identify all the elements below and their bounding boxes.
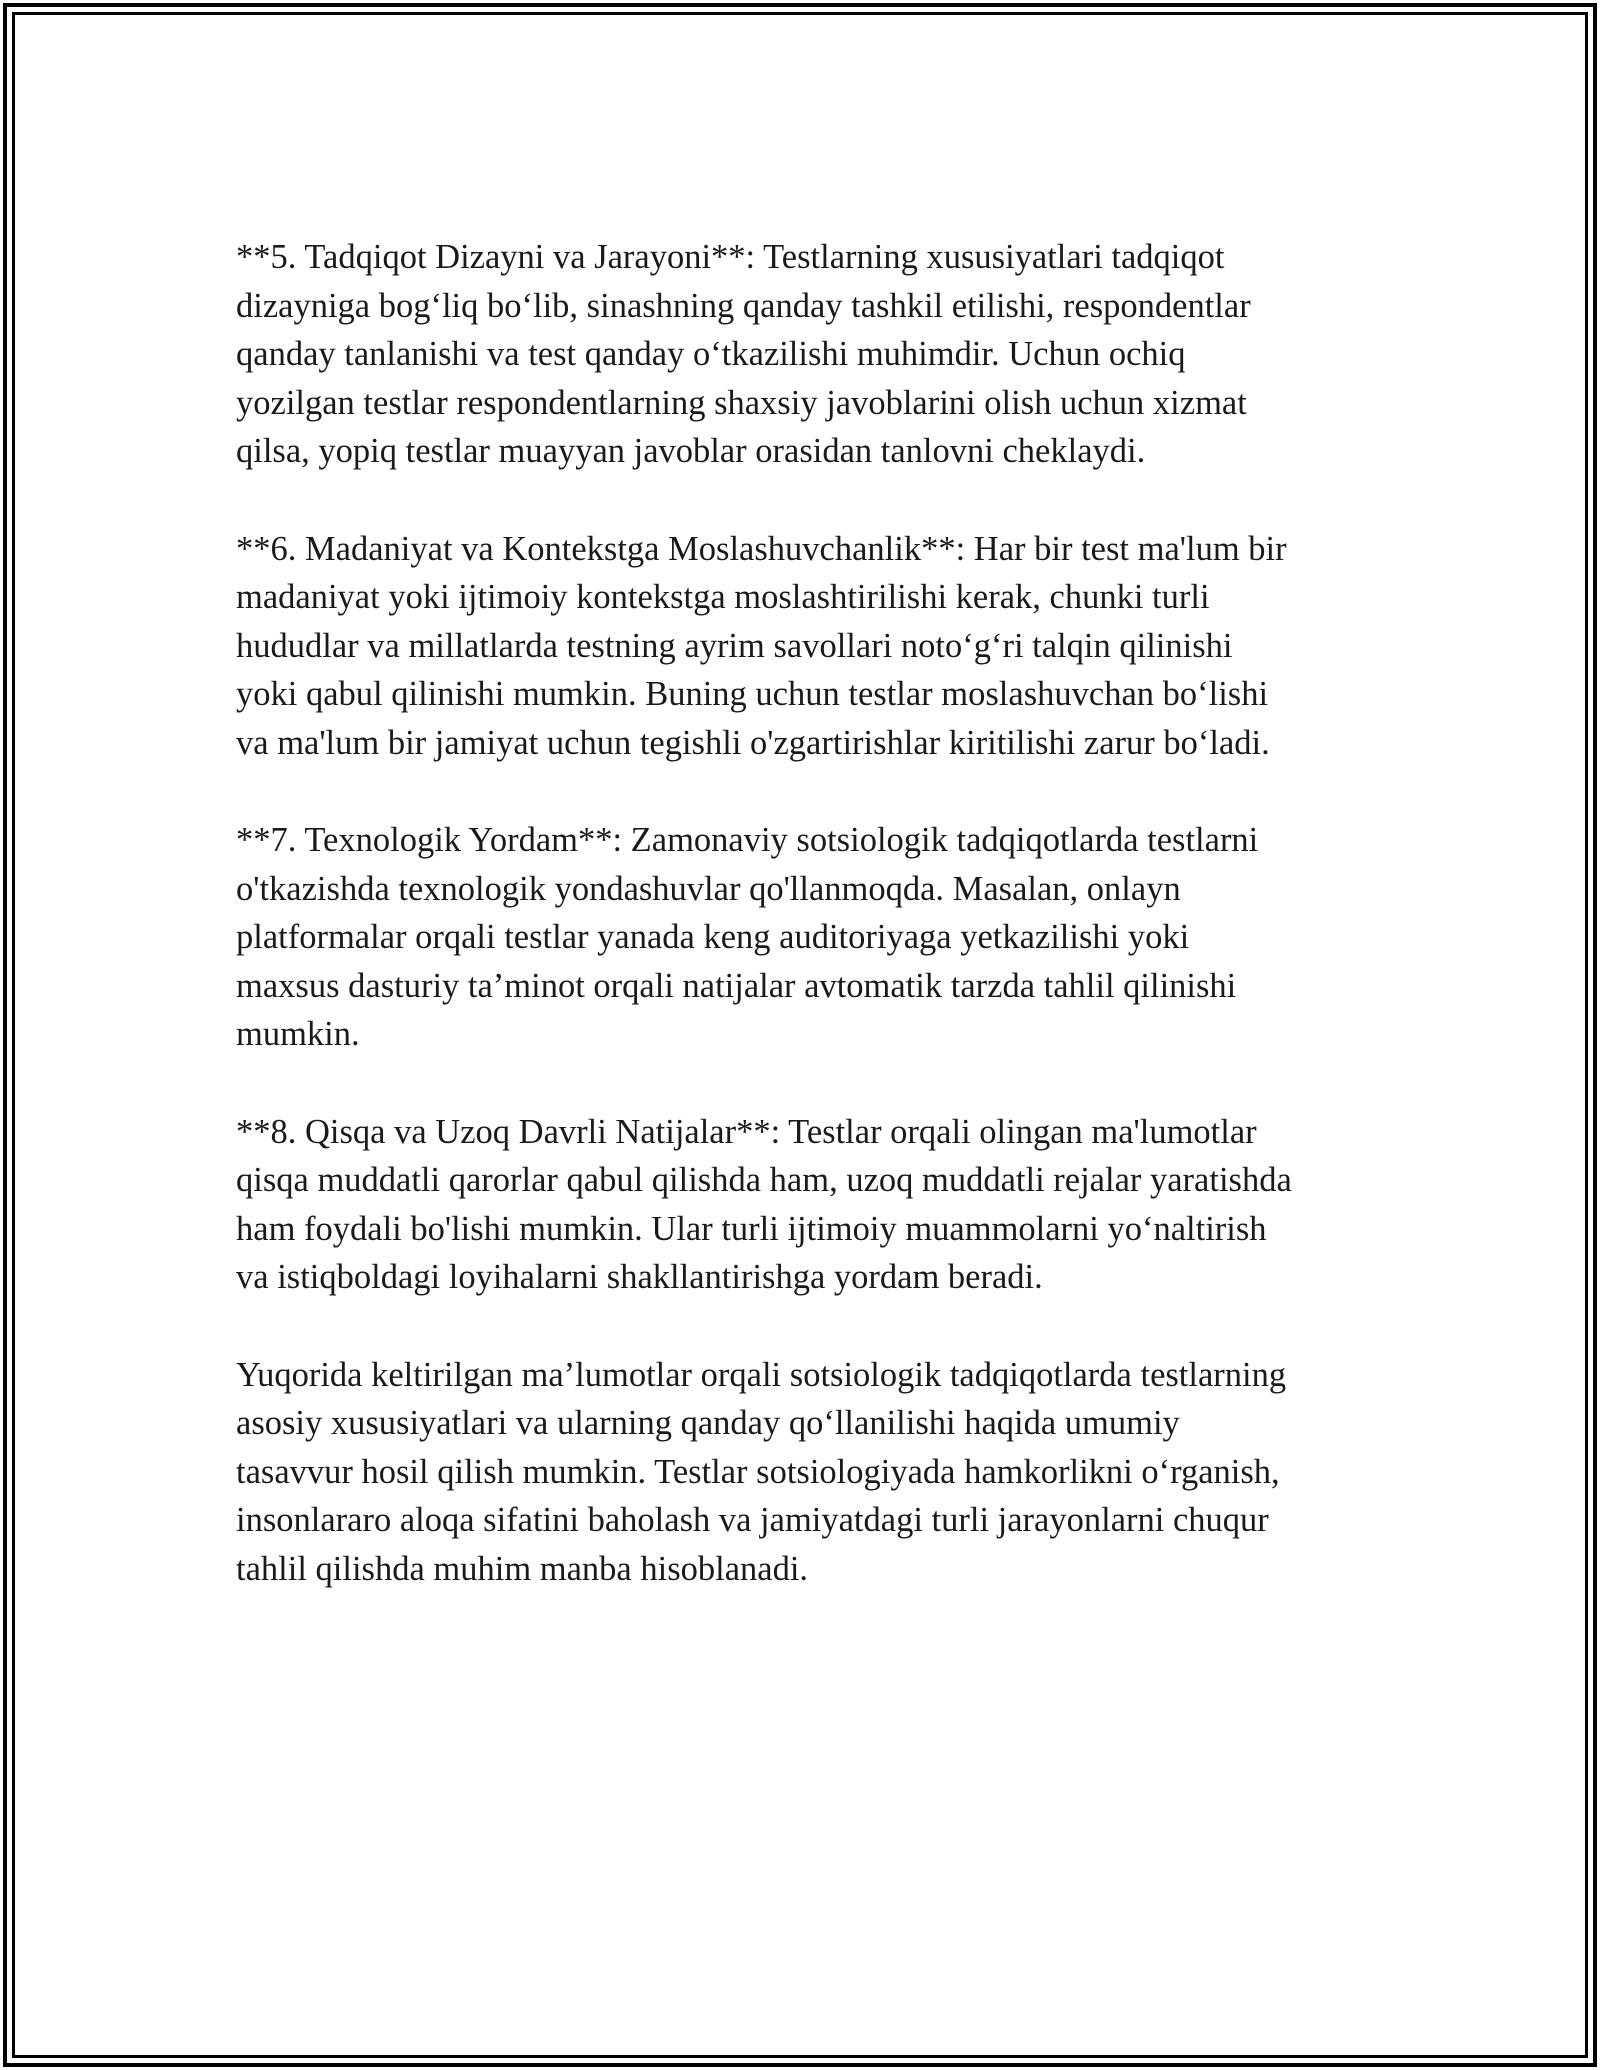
text-line: ham foydali bo'lishi mumkin. Ular turli ijtimoiy muammolarni yo‘naltirish bbox=[236, 1209, 1267, 1248]
text-line: insonlararo aloqa sifatini baholash va jamiyatdagi turli jarayonlarni chuqur bbox=[236, 1501, 1269, 1539]
text-line: va ma'lum bir jamiyat uchun tegishli o'zgartirishlar kiritilishi zarur bo‘ladi. bbox=[236, 723, 1270, 762]
text-line: qanday tanlanishi va test qanday o‘tkazilishi muhimdir. Uchun ochiq bbox=[236, 335, 1186, 373]
paragraph-technological-support bbox=[236, 816, 1406, 1059]
text-line: mumkin. bbox=[236, 1015, 360, 1053]
text-line: **5. Tadqiqot Dizayni va Jarayoni**: Testlarning xususiyatlari tadqiqot bbox=[236, 238, 1225, 276]
text-line: **8. Qisqa va Uzoq Davrli Natijalar**: Testlar orqali olingan ma'lumotlar bbox=[236, 1112, 1257, 1151]
paragraph-short-long-term-results bbox=[236, 1108, 1406, 1302]
text-line: maxsus dasturiy ta’minot orqali natijalar avtomatik tarzda tahlil qilinishi bbox=[236, 966, 1237, 1005]
text-line: va istiqboldagi loyihalarni shakllantirishga yordam beradi. bbox=[236, 1258, 1043, 1296]
document-body bbox=[236, 233, 1406, 1642]
text-line: **6. Madaniyat va Kontekstga Moslashuvchanlik**: Har bir test ma'lum bir bbox=[236, 529, 1287, 568]
text-line: yoki qabul qilinishi mumkin. Buning uchun testlar moslashuvchan bo‘lishi bbox=[236, 675, 1269, 713]
paragraph-conclusion bbox=[236, 1351, 1406, 1594]
text-line: qilsa, yopiq testlar muayyan javoblar orasidan tanlovni cheklaydi. bbox=[236, 432, 1146, 470]
text-line: Yuqorida keltirilgan ma’lumotlar orqali sotsiologik tadqiqotlarda testlarning bbox=[236, 1355, 1287, 1394]
text-line: o'tkazishda texnologik yondashuvlar qo'llanmoqda. Masalan, onlayn bbox=[236, 869, 1181, 908]
paragraph-cultural-adaptability bbox=[236, 525, 1406, 768]
text-line: madaniyat yoki ijtimoiy kontekstga moslashtirilishi kerak, chunki turli bbox=[236, 578, 1210, 616]
text-line: qisqa muddatli qarorlar qabul qilishda ham, uzoq muddatli rejalar yaratishda bbox=[236, 1161, 1292, 1199]
text-line: asosiy xususiyatlari va ularning qanday qo‘llanilishi haqida umumiy bbox=[236, 1404, 1180, 1442]
text-line: tasavvur hosil qilish mumkin. Testlar sotsiologiyada hamkorlikni o‘rganish, bbox=[236, 1452, 1280, 1491]
text-line: **7. Texnologik Yordam**: Zamonaviy sotsiologik tadqiqotlarda testlarni bbox=[236, 821, 1259, 859]
text-line: tahlil qilishda muhim manba hisoblanadi. bbox=[236, 1549, 809, 1588]
paragraph-research-design bbox=[236, 233, 1406, 476]
text-line: yozilgan testlar respondentlarning shaxsiy javoblarini olish uchun xizmat bbox=[236, 383, 1247, 422]
text-line: platformalar orqali testlar yanada keng auditoriyaga yetkazilishi yoki bbox=[236, 918, 1190, 956]
text-line: hududlar va millatlarda testning ayrim savollari noto‘g‘ri talqin qilinishi bbox=[236, 626, 1233, 665]
text-line: dizayniga bog‘liq bo‘lib, sinashning qanday tashkil etilishi, respondentlar bbox=[236, 286, 1251, 325]
